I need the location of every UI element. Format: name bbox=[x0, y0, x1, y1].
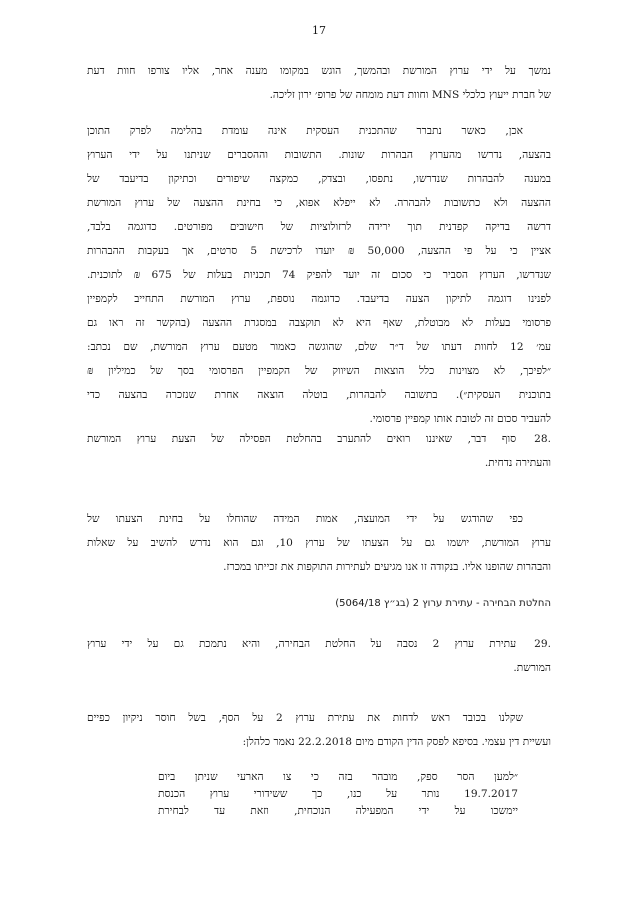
paragraph-28 bbox=[87, 427, 551, 475]
quote-line: 19.7.2017 נותר על כנו, כך ששידורי ערוץ הכנסת bbox=[158, 788, 518, 800]
text-line: והעתירה נדחית. bbox=[484, 457, 551, 469]
text-line: המורשת. bbox=[513, 662, 551, 674]
paragraph-number: .28 bbox=[534, 433, 551, 445]
text-line: ההצעה ולא כתשובות להבהרה. לא ייפלא אפוא, כי בחינת ההצעה של ערוץ המורשת bbox=[87, 197, 551, 209]
text-line: להעביר סכום זה לטובת אותו קמפיין פרסומי. bbox=[369, 413, 551, 425]
text-line: עמ׳ 12 לחוות דעתו של ד״ר שלם, שהוגשה כאמור מטעם ערוץ המורשת, שם נכתב: bbox=[87, 341, 551, 353]
paragraph-number: .29 bbox=[534, 638, 551, 650]
paragraph-details bbox=[87, 119, 551, 431]
text-line: של חברת ייעוץ כלכלי MNS וחוות דעת מומחה של פרופ׳ ירון זליכה. bbox=[269, 89, 551, 101]
block-quote bbox=[158, 769, 518, 820]
text-line: אציין כי על פי ההצעה, 50,000 ₪ יועדו לרכישת 5 סרטים, אך בעקבות ההבהרות bbox=[87, 245, 551, 257]
text-line: בהצעה, נדרשו מהערוץ הבהרות שונות. התשובות וההסברים שניתנו על ידי הערוץ bbox=[87, 149, 551, 161]
text-line: שנדרשו, הערוץ הסביר כי סכום זה יועד להפיק 74 תכניות בעלות של 675 ₪ לתוכנית. bbox=[87, 269, 551, 281]
text-line: נמשך על ידי ערוץ המורשת ובהמשך, הוגש במקומו מענה אחר, אליו צורפו חוות דעת bbox=[87, 65, 551, 77]
text-line: במענה להבהרות שנדרשו, נתפסו, ובצדק, כמקצה שיפורים וכתיקון בדיעבד של bbox=[87, 173, 551, 185]
text-line: והבהרות שהופנו אליו. בנקודה זו אנו מגיעים לעתירות התוקפות את זכייתו במכרז. bbox=[223, 561, 551, 573]
quote-line: ״למען הסר ספק, מובהר בזה כי צו הארעי שניתן ביום bbox=[158, 771, 518, 783]
quote-line: יימשכו על ידי המפעילה הנוכחית, וזאת עד לבחירת bbox=[158, 805, 518, 817]
text-line: כפי שהודגש על ידי המועצה, אמות המידה שהוחלו על בחינת הצעתו של bbox=[87, 513, 523, 525]
text-line: ועשיית דין עצמי. בסיפא לפסק הדין הקודם מיום 22.2.2018 נאמר כלהלן: bbox=[242, 736, 551, 748]
text-line: אכן, כאשר נתברר שהתכנית העסקית אינה עומדת בהלימה לפרק התוכן bbox=[87, 125, 523, 137]
text-line: בתוכנית העסקית״). בתשובה להבהרות, בוטלה הוצאה אחרת שנזכרה בהצעה כדי bbox=[87, 389, 551, 401]
paragraph-considered bbox=[87, 706, 551, 754]
paragraph-continuation bbox=[87, 59, 551, 107]
text-line-content: סוף דבר, שאיננו רואים להתערב בהחלטת הפסילה של הצעת ערוץ המורשת bbox=[87, 433, 517, 445]
text-line bbox=[87, 632, 551, 656]
text-line: ״לפיכך, לא מצוינות כלל הוצאות השיווק של הקמפיין הפרסומי בסך של כמיליון ₪ bbox=[87, 365, 551, 377]
paragraph-council bbox=[87, 507, 551, 579]
text-line bbox=[87, 427, 551, 451]
section-heading: החלטת הבחירה - עתירת ערוץ 2 (בג״ץ 5064/18) bbox=[335, 598, 551, 609]
text-line: פרסומי בעלות לא מבוטלת, שאף היא לא תוקצבה במסגרת ההצעה (בהקשר זה ראו גם bbox=[87, 317, 551, 329]
text-line: ערוץ המורשת, יושמו גם על הצעתו של ערוץ 10, וגם הוא נדרש להשיב על שאלות bbox=[87, 537, 551, 549]
text-line-content: עתירת ערוץ 2 נסבה על החלטת הבחירה, והיא נתמכת גם על ידי ערוץ bbox=[87, 638, 517, 650]
page-number: 17 bbox=[312, 24, 326, 37]
paragraph-29 bbox=[87, 632, 551, 680]
text-line: לפנינו דוגמה לתיקון הצעה בדיעבד. כדוגמה נוספת, ערוץ המורשת התחייב לקמפיין bbox=[87, 293, 551, 305]
text-line: שקלנו בכובד ראש לדחות את עתירת ערוץ 2 על הסף, בשל חוסר ניקיון כפיים bbox=[87, 712, 523, 724]
text-line: דרשה בדיקה קפדנית תוך ירידה לרזולוציות של חישובים מפורטים. כדוגמה בלבד, bbox=[87, 221, 551, 233]
